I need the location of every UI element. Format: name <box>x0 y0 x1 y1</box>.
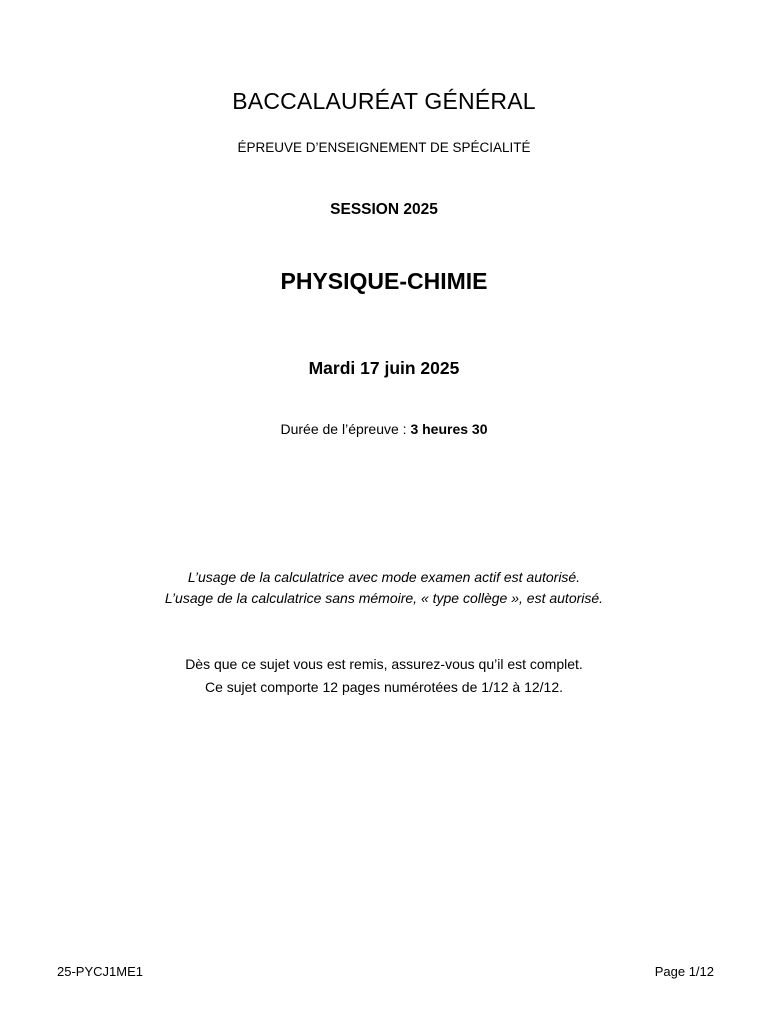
footer-page-number: Page 1/12 <box>654 964 714 979</box>
duration-label: Durée de l’épreuve : <box>280 421 411 437</box>
calculator-rule-2: L’usage de la calculatrice sans mémoire, « type collège », est autorisé. <box>164 590 604 606</box>
session-label: SESSION 2025 <box>330 201 438 218</box>
exam-title: BACCALAURÉAT GÉNÉRAL <box>232 88 536 114</box>
footer-subject-code: 25-PYCJ1ME1 <box>57 964 143 979</box>
subject-title: PHYSIQUE-CHIMIE <box>280 268 488 294</box>
exam-subtitle: ÉPREUVE D’ENSEIGNEMENT DE SPÉCIALITÉ <box>237 140 531 155</box>
exam-duration <box>0 421 768 437</box>
duration-value: 3 heures 30 <box>410 421 488 437</box>
calculator-rule-1: L’usage de la calculatrice avec mode examen actif est autorisé. <box>187 569 581 585</box>
completeness-notice: Dès que ce sujet vous est remis, assurez-vous qu’il est complet. <box>185 656 583 672</box>
exam-date: Mardi 17 juin 2025 <box>308 358 460 378</box>
page-count-notice: Ce sujet comporte 12 pages numérotées de 1/12 à 12/12. <box>204 679 563 695</box>
